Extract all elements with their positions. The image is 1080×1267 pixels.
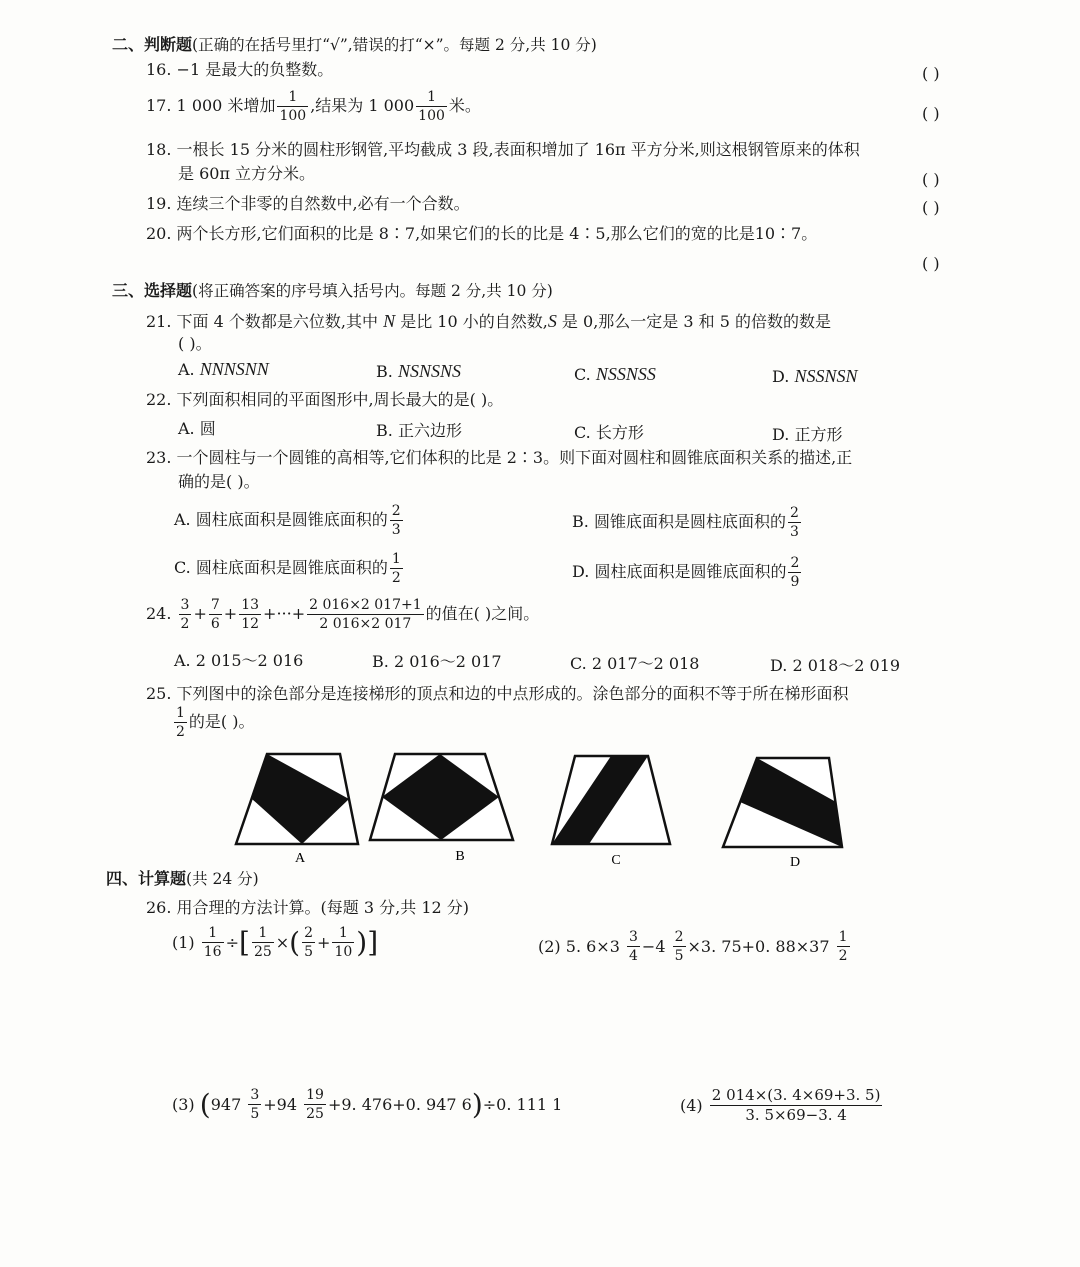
- question-25: [146, 682, 849, 706]
- q26-p2-frac-b: [673, 930, 686, 963]
- q22-opt-d-key: D.: [772, 425, 790, 444]
- q25-fraction: [174, 706, 187, 739]
- q19-number: 19.: [146, 194, 172, 213]
- q26-p2-c: ×3. 75+0. 88×37: [687, 936, 830, 956]
- q23-option-a[interactable]: [174, 504, 405, 537]
- figure-d-label: D: [789, 855, 801, 870]
- q26-p2-a-num: 3: [628, 929, 638, 945]
- q23-opt-c-key: C.: [174, 558, 191, 577]
- q23-opt-d-num: 2: [790, 555, 800, 571]
- q26-p2-frac-a: [627, 930, 640, 963]
- q26-p1-a-den: 16: [203, 944, 222, 960]
- q22-opt-d-value: 正方形: [794, 425, 843, 444]
- q22-opt-c-value: 长方形: [595, 423, 644, 442]
- q22-opt-a-value: 圆: [199, 419, 216, 438]
- q23-option-b[interactable]: [572, 506, 803, 539]
- q26-p1-b-num: 1: [252, 926, 274, 943]
- q24-option-c[interactable]: [570, 651, 699, 674]
- question-19: [146, 192, 470, 216]
- q26-text: 用合理的方法计算。(每题 3 分,共 12 分): [176, 898, 470, 917]
- q24-option-d[interactable]: [770, 653, 900, 676]
- q24-opt-b-key: B.: [372, 652, 389, 671]
- q24-opt-c-key: C.: [570, 654, 587, 673]
- q17-text-a: 1 000 米增加: [176, 96, 276, 115]
- q23-opt-c-den: 2: [391, 570, 401, 586]
- q23-opt-d-text: 圆柱底面积是圆锥底面积的: [594, 562, 787, 581]
- q26-p1-c-num: 2: [304, 925, 314, 941]
- q21-option-d[interactable]: [772, 366, 857, 387]
- q25-line2-wrap: [172, 706, 255, 739]
- question-26: [146, 896, 469, 920]
- q24-option-b[interactable]: [372, 649, 502, 672]
- q24-f2-den: 6: [210, 616, 220, 632]
- q20-number: 20.: [146, 224, 172, 243]
- q26-p2-c-num: 1: [838, 929, 848, 945]
- question-16: [146, 58, 333, 82]
- q17-number: 17.: [146, 96, 172, 115]
- q24-fraction-last: [307, 598, 424, 631]
- q21-opt-a-key: A.: [178, 360, 195, 379]
- q26-number: 26.: [146, 898, 172, 917]
- q25-frac-num: 1: [176, 705, 185, 721]
- q26-part-4: [680, 1088, 884, 1123]
- q26-p1-b-den: 25: [253, 944, 272, 960]
- q23-opt-b-text: 圆锥底面积是圆柱底面积的: [593, 512, 786, 531]
- q23-opt-d-fraction: [788, 556, 801, 589]
- q20-text: 两个长方形,它们面积的比是 8∶7,如果它们的长的比是 4∶5,那么它们的宽的比是10∶7。: [176, 224, 818, 243]
- section-4-title: 四、计算题: [106, 869, 187, 888]
- q22-number: 22.: [146, 390, 172, 409]
- q26-p1-a-num: 1: [202, 926, 224, 943]
- q23-opt-c-fraction: [390, 552, 403, 585]
- q26-p3-rparen: ): [471, 1087, 483, 1121]
- q23-opt-a-num: 2: [391, 503, 401, 519]
- section-2-title: 二、判断题: [112, 35, 193, 54]
- q23-opt-a-fraction: [390, 504, 403, 537]
- figure-c[interactable]: [552, 756, 670, 868]
- q26-p1-key: (1): [172, 932, 195, 952]
- section-4-heading: [106, 866, 259, 889]
- q23-opt-d-key: D.: [572, 562, 590, 581]
- q24-f3-num: 13: [241, 597, 260, 613]
- figure-d[interactable]: [723, 758, 842, 870]
- q25-number: 25.: [146, 684, 172, 703]
- q24-opt-a-value: 2 015～2 016: [195, 651, 304, 670]
- q22-option-d[interactable]: [772, 422, 842, 445]
- q23-opt-b-key: B.: [572, 512, 589, 531]
- q24-ellipsis: +···+: [263, 604, 306, 623]
- q26-p2-frac-c: [837, 930, 850, 963]
- q26-p2-a: 5. 6×3: [565, 936, 620, 956]
- q17-f2-num: 1: [416, 90, 447, 107]
- q25-line2: 的是( )。: [188, 712, 255, 731]
- q21-opt-a-value: NNNSNN: [199, 359, 269, 379]
- q26-part-1: (1) $\frac{1}{16}$ ÷ [ $\frac{1}{25}$ × ( $\frac{2}{5}$ + $\frac{1}{10}$ ) ]: [172, 925, 379, 960]
- q23-line2: 确的是( )。: [178, 472, 260, 491]
- q21-line2: ( )。: [178, 334, 212, 353]
- q26-p1-c-den: 5: [304, 944, 314, 960]
- question-24: 24. $\frac{3}{2}$ + $\frac{7}{6}$ + $\frac{13}{12}$ +···+ $\frac{2 016\times 2 017+1}{2 016\times 2 017}$ 的值在( )之间。: [146, 597, 540, 632]
- q24-fraction-3: [239, 598, 261, 631]
- q16-number: 16.: [146, 60, 172, 79]
- q26-part-3: [172, 1088, 562, 1121]
- question-18: [146, 138, 860, 162]
- q17-text-c: 米。: [448, 96, 481, 115]
- q23-line1: 一个圆柱与一个圆锥的高相等,它们体积的比是 2∶3。则下面对圆柱和圆锥底面积关系的描述,正: [176, 448, 853, 467]
- q26-p2-c-den: 2: [838, 948, 848, 964]
- q22-text: 下列面积相同的平面图形中,周长最大的是( )。: [176, 390, 504, 409]
- q22-opt-b-value: 正六边形: [397, 421, 462, 440]
- section-4-note: (共 24 分): [186, 870, 259, 888]
- section-2-note: (正确的在括号里打“√”,错误的打“×”。每题 2 分,共 10 分): [192, 36, 597, 54]
- section-3-title: 三、选择题: [112, 281, 193, 300]
- q26-p1-lbracket: [: [239, 925, 250, 959]
- q26-p3-a-den: 5: [250, 1106, 260, 1122]
- question-17: [146, 90, 481, 123]
- question-22: [146, 388, 503, 412]
- q26-p3-a-num: 3: [250, 1087, 260, 1103]
- q26-p3-d: ÷0. 111 1: [482, 1094, 563, 1114]
- q22-opt-b-key: B.: [376, 421, 393, 440]
- q21-option-a[interactable]: [178, 359, 269, 380]
- q19-text: 连续三个非零的自然数中,必有一个合数。: [176, 194, 470, 213]
- q26-p1-frac-a: [202, 926, 224, 959]
- q23-opt-a-text: 圆柱底面积是圆锥底面积的: [195, 510, 388, 529]
- q26-p1-e-num: 1: [332, 926, 354, 943]
- q24-opt-b-value: 2 016～2 017: [393, 652, 502, 671]
- q17-answer-blank[interactable]: ( ): [922, 104, 940, 123]
- q21-opt-c-value: NSSNSS: [595, 364, 656, 384]
- q26-p1-frac-b: [252, 926, 274, 959]
- q23-opt-a-den: 3: [391, 522, 401, 538]
- q16-text: −1 是最大的负整数。: [176, 60, 334, 79]
- q24-number: 24.: [146, 604, 172, 623]
- q24-opt-a-key: A.: [174, 651, 191, 670]
- q19-answer-blank[interactable]: ( ): [922, 198, 940, 217]
- q22-option-c[interactable]: [574, 420, 644, 443]
- q24-option-a[interactable]: [174, 648, 303, 671]
- q26-p4-key: (4): [680, 1095, 703, 1115]
- q23-opt-d-den: 9: [790, 574, 800, 590]
- question-23: [146, 446, 852, 470]
- q23-option-d[interactable]: [572, 556, 803, 589]
- q26-p3-key: (3): [172, 1094, 195, 1114]
- q21-number: 21.: [146, 312, 172, 331]
- q17-f2-den: 100: [418, 108, 445, 124]
- q25-frac-den: 2: [176, 724, 185, 740]
- q17-fraction-2: [416, 90, 447, 123]
- q24-f2-num: 7: [210, 597, 220, 613]
- q23-opt-a-key: A.: [174, 510, 191, 529]
- q26-p2-key: (2): [538, 936, 561, 956]
- section-3-heading: [112, 278, 553, 301]
- q24-opt-d-key: D.: [770, 656, 788, 675]
- q23-opt-b-den: 3: [789, 524, 799, 540]
- q18-line2: 是 60π 立方分米。: [178, 164, 316, 183]
- q26-part-2: [538, 930, 852, 963]
- q21-var-n: N: [383, 311, 396, 331]
- q26-p2-b: −4: [641, 936, 666, 956]
- q26-p1-rparen: ): [356, 925, 368, 959]
- q26-p2-b-den: 5: [674, 948, 684, 964]
- question-20: [146, 222, 817, 246]
- q21-option-c[interactable]: [574, 364, 656, 385]
- q17-f1-den: 100: [279, 108, 307, 124]
- q26-p2-b-num: 2: [674, 929, 684, 945]
- q22-option-b[interactable]: [376, 418, 462, 441]
- figure-b-label: B: [455, 849, 465, 864]
- q26-p3-frac-a: [248, 1088, 261, 1121]
- q21-text-c: 是 0,那么一定是 3 和 5 的倍数的数是: [561, 312, 831, 331]
- q26-p3-frac-b: [304, 1088, 326, 1121]
- q24-fraction-1: [179, 598, 192, 631]
- question-21: [146, 309, 831, 334]
- q26-p1-lparen: (: [289, 925, 301, 959]
- section-2-heading: [112, 32, 597, 55]
- q24-fl-num: 2 016×2 017+1: [309, 597, 422, 613]
- q17-fraction-1: [277, 90, 308, 123]
- q24-opt-c-value: 2 017～2 018: [591, 654, 700, 673]
- q24-fraction-2: [209, 598, 222, 631]
- figure-b[interactable]: [370, 754, 513, 864]
- q18-number: 18.: [146, 140, 172, 159]
- figure-a[interactable]: [236, 754, 358, 866]
- q22-opt-a-key: A.: [178, 419, 195, 438]
- q21-text-a: 下面 4 个数都是六位数,其中: [176, 312, 378, 331]
- q26-p4-fraction: [710, 1088, 883, 1123]
- q24-fl-den: 2 016×2 017: [319, 616, 412, 632]
- q21-text-b: 是比 10 小的自然数,: [400, 312, 548, 331]
- q26-p2-a-den: 4: [628, 948, 638, 964]
- q24-f1-den: 2: [180, 616, 190, 632]
- q24-f1-num: 3: [180, 597, 190, 613]
- q26-p1-frac-e: [332, 926, 354, 959]
- q21-var-s: S: [547, 311, 557, 331]
- q16-answer-blank[interactable]: ( ): [922, 64, 940, 83]
- q18-line1: 一根长 15 分米的圆柱形钢管,平均截成 3 段,表面积增加了 16π 平方分米,则这根钢管原来的体积: [176, 140, 860, 159]
- q21-opt-d-value: NSSNSN: [794, 366, 858, 386]
- q26-p4-den: 3. 5×69−3. 4: [745, 1106, 847, 1124]
- q26-p4-num: 2 014×(3. 4×69+3. 5): [711, 1086, 881, 1104]
- q23-number: 23.: [146, 448, 172, 467]
- figure-a-label: A: [294, 851, 306, 866]
- q21-opt-c-key: C.: [574, 365, 591, 384]
- figure-c-label: C: [611, 853, 621, 868]
- q25-figures: [230, 748, 850, 876]
- q17-text-b: ,结果为 1 000: [310, 96, 415, 115]
- q23-opt-c-num: 1: [391, 551, 401, 567]
- q26-p1-frac-c: [302, 926, 315, 959]
- q26-p3-b: +94: [263, 1094, 298, 1114]
- q20-answer-blank[interactable]: ( ): [922, 254, 940, 273]
- q22-opt-c-key: C.: [574, 423, 591, 442]
- q23-opt-b-num: 2: [789, 505, 799, 521]
- q23-option-c[interactable]: [174, 552, 405, 585]
- q26-p3-lparen: (: [199, 1087, 211, 1121]
- q26-p3-b-num: 19: [306, 1087, 324, 1103]
- q26-p3-c: +9. 476+0. 947 6: [327, 1094, 472, 1114]
- q22-option-a[interactable]: [178, 416, 216, 439]
- q26-p1-rbracket: ]: [367, 925, 379, 959]
- q21-option-b[interactable]: [376, 361, 461, 382]
- q25-line1: 下列图中的涂色部分是连接梯形的顶点和边的中点形成的。涂色部分的面积不等于所在梯形面积: [176, 684, 849, 703]
- q21-opt-b-value: NSNSNS: [397, 361, 461, 381]
- q21-opt-d-key: D.: [772, 367, 790, 386]
- q23-opt-b-fraction: [788, 506, 801, 539]
- q17-f1-num: 1: [277, 90, 308, 107]
- q24-opt-d-value: 2 018～2 019: [792, 656, 901, 675]
- q24-tail: 的值在( )之间。: [425, 604, 540, 623]
- q26-p1-e-den: 10: [334, 944, 353, 960]
- q26-p3-a: 947: [210, 1094, 242, 1114]
- q23-opt-c-text: 圆柱底面积是圆锥底面积的: [195, 558, 388, 577]
- q18-answer-blank[interactable]: ( ): [922, 170, 940, 189]
- q21-opt-b-key: B.: [376, 362, 393, 381]
- q26-p3-b-den: 25: [306, 1106, 324, 1122]
- section-3-note: (将正确答案的序号填入括号内。每题 2 分,共 10 分): [192, 282, 553, 300]
- q24-f3-den: 12: [241, 616, 260, 632]
